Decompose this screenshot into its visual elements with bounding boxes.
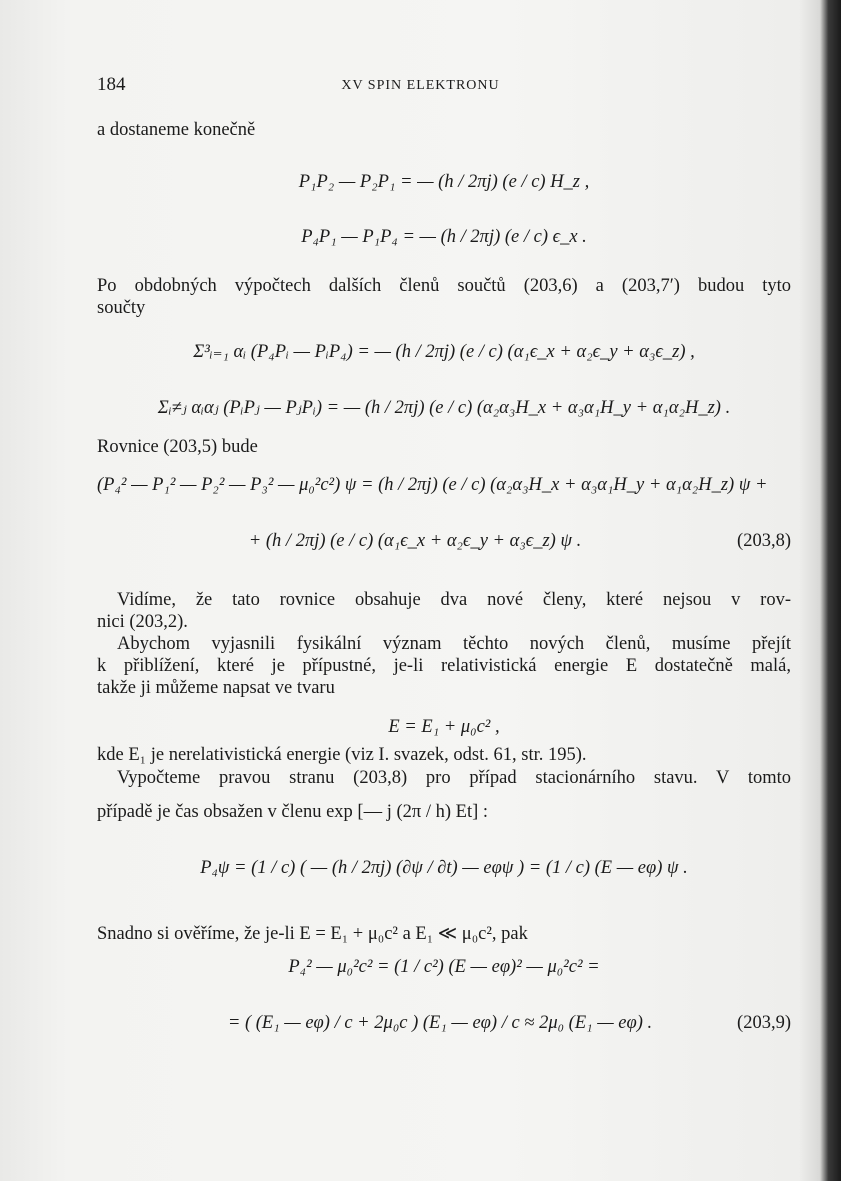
equation: P₄P₁ — P₁P₄ = — (h / 2πj) (e / c) ϵ_x .: [301, 227, 587, 247]
equation: P₄ψ = (1 / c) ( — (h / 2πj) (∂ψ / ∂t) — eφψ ) = (1 / c) (E — eφ) ψ .: [200, 858, 688, 878]
equation: E = E₁ + μ₀c² ,: [388, 717, 500, 737]
text-line: nici (203,2).: [97, 612, 188, 632]
text-line: Abychom vyjasnili fysikální význam těchto nových členů, musíme přejít: [117, 634, 791, 654]
text-line: Po obdobných výpočtech dalších členů součtů (203,6) a (203,7′) budou tyto: [97, 276, 791, 296]
equation: P₄² — μ₀²c² = (1 / c²) (E — eφ)² — μ₀²c² =: [288, 957, 600, 977]
text-line: Vidíme, že tato rovnice obsahuje dva nové členy, které nejsou v rov-: [117, 590, 791, 610]
text-line: k přiblížení, které je přípustné, je-li relativistická energie E dostatečně malá,: [97, 656, 791, 676]
text-line: takže ji můžeme napsat ve tvaru: [97, 678, 335, 698]
text-line: případě je čas obsažen v členu exp [— j (2π / h) Et] :: [97, 802, 489, 822]
equation-number: (203,9): [737, 1013, 791, 1033]
text-line: Vypočteme pravou stranu (203,8) pro případ stacionárního stavu. V tomto: [117, 768, 791, 788]
equation: = ( (E₁ — eφ) / c + 2μ₀c ) (E₁ — eφ) / c ≈ 2μ₀ (E₁ — eφ) .: [227, 1013, 653, 1033]
text-line: Rovnice (203,5) bude: [97, 437, 258, 457]
equation: Σᵢ≠ⱼ αᵢαⱼ (PᵢPⱼ — PⱼPᵢ) = — (h / 2πj) (e / c) (α₂α₃H_x + α₃α₁H_y + α₁α₂H_z) .: [157, 398, 731, 418]
equation-number: (203,8): [737, 531, 791, 551]
equation: Σ³ᵢ₌₁ αᵢ (P₄Pᵢ — PᵢP₄) = — (h / 2πj) (e / c) (α₁ϵ_x + α₂ϵ_y + α₃ϵ_z) ,: [193, 342, 695, 362]
page-number: 184: [97, 74, 126, 95]
text-line: součty: [97, 298, 146, 318]
equation: (P₄² — P₁² — P₂² — P₃² — μ₀²c²) ψ = (h / 2πj) (e / c) (α₂α₃H_x + α₃α₁H_y + α₁α₂H_z) ψ +: [97, 475, 768, 495]
text-line: a dostaneme konečně: [97, 120, 256, 140]
equation: + (h / 2πj) (e / c) (α₁ϵ_x + α₂ϵ_y + α₃ϵ_z) ψ .: [248, 531, 582, 551]
equation: P₁P₂ — P₂P₁ = — (h / 2πj) (e / c) H_z ,: [298, 172, 590, 192]
running-title: XV SPIN ELEKTRONU: [341, 78, 500, 93]
text-line: kde E₁ je nerelativistická energie (viz I. svazek, odst. 61, str. 195).: [97, 745, 587, 765]
text-line: Snadno si ověříme, že je-li E = E₁ + μ₀c² a E₁ ≪ μ₀c², pak: [97, 924, 528, 944]
